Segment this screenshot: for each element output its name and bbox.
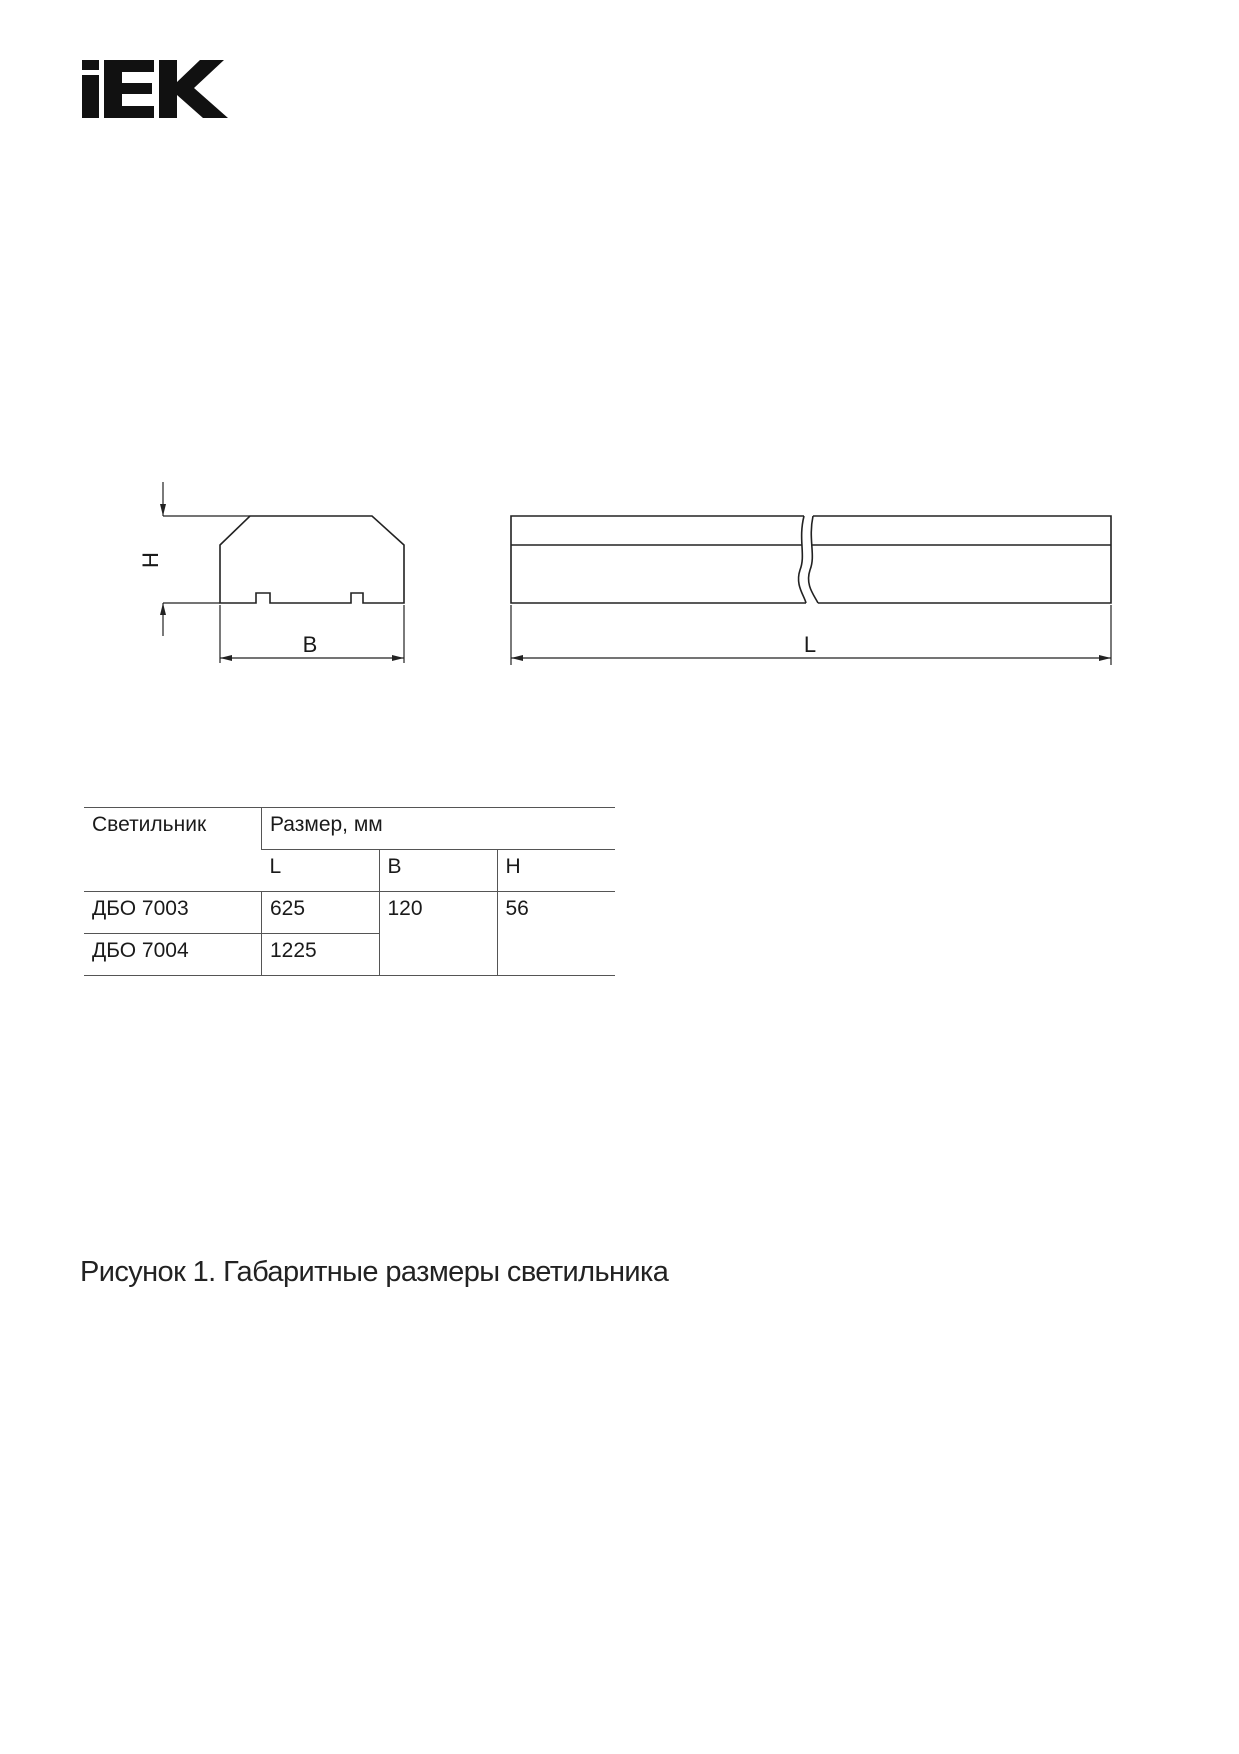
row-name: ДБО 7004	[84, 934, 262, 976]
header-h: H	[497, 850, 615, 892]
header-size: Размер, мм	[262, 808, 615, 850]
l-dim-label: L	[803, 632, 817, 657]
figure-caption: Рисунок 1. Габаритные размеры светильника	[80, 1256, 669, 1288]
header-fixture: Светильник	[84, 808, 262, 892]
row-h: 56	[497, 892, 615, 976]
profile-cross-section	[220, 516, 404, 603]
row-name: ДБО 7003	[84, 892, 262, 934]
header-l: L	[262, 850, 380, 892]
row-l: 1225	[262, 934, 380, 976]
profile-side-view	[511, 516, 1111, 603]
dimensions-table	[84, 807, 615, 976]
dimension-drawing	[0, 0, 1239, 700]
h-dim-label: H	[138, 552, 163, 568]
row-b: 120	[379, 892, 497, 976]
row-l: 625	[262, 892, 380, 934]
h-dimension	[163, 482, 250, 636]
header-b: B	[379, 850, 497, 892]
b-dim-label: B	[302, 632, 318, 657]
table-row	[84, 892, 615, 934]
table-header-row	[84, 808, 615, 850]
